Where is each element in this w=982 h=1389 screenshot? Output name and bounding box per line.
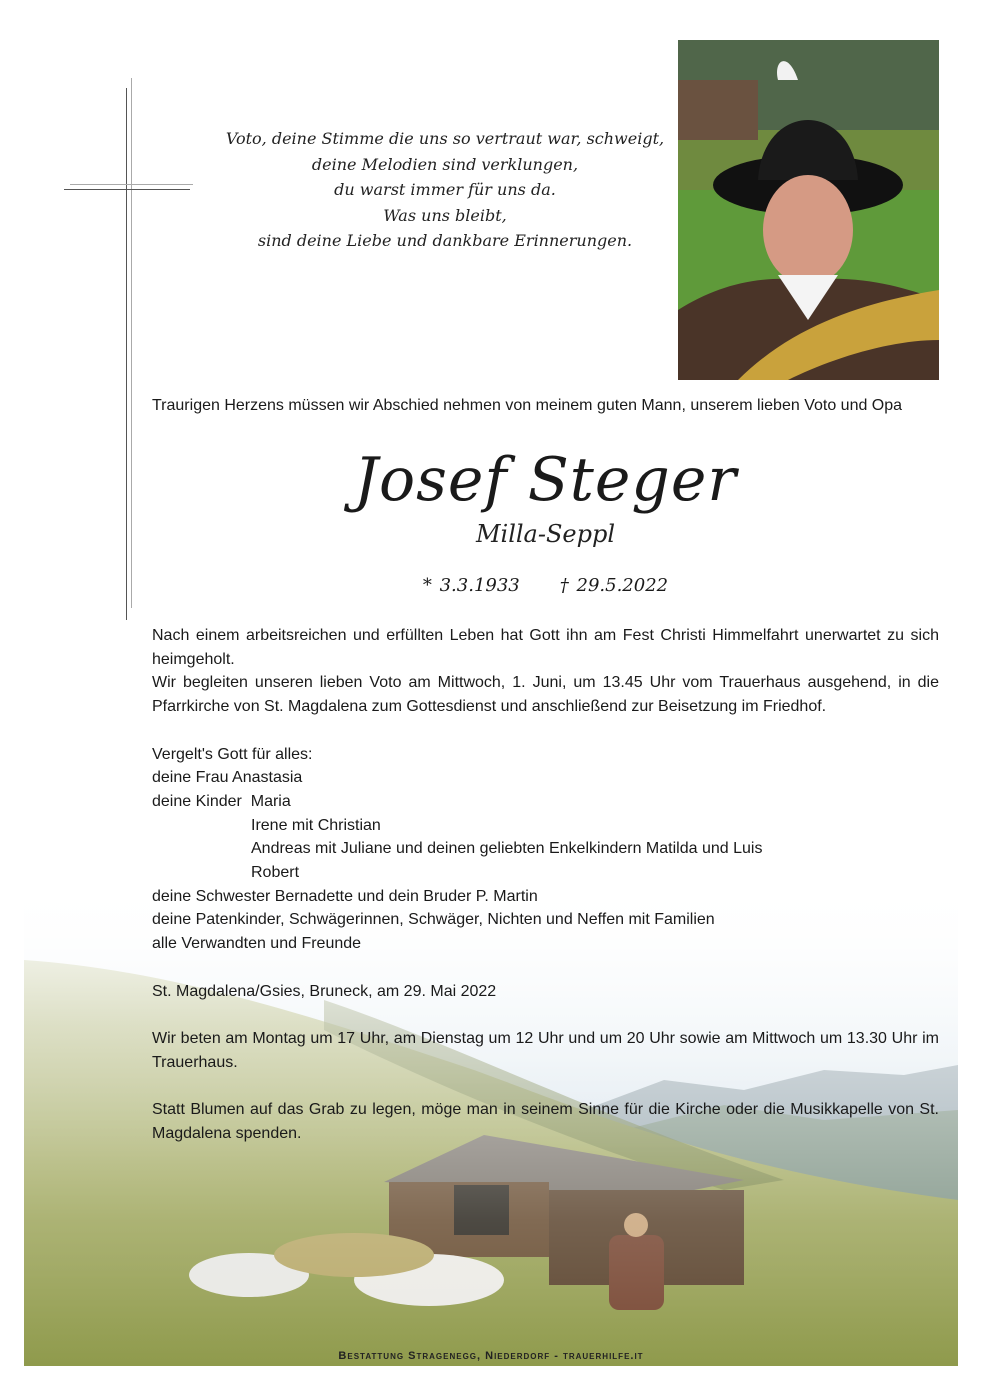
prayer-times: Wir beten am Montag um 17 Uhr, am Dienstag um 12 Uhr und um 20 Uhr sowie am Mittwoch um 13.30 Uhr im Trauerhaus.	[152, 1029, 939, 1071]
cross-icon	[126, 88, 127, 620]
paragraph: Nach einem arbeitsreichen und erfüllten Leben hat Gott ihn am Fest Christi Himmelfahrt unerwartet zu sich heimgeholt.	[152, 627, 939, 668]
life-dates	[152, 575, 939, 596]
cross-icon-shadow	[131, 78, 132, 608]
poem	[200, 126, 690, 254]
cross-bar	[64, 189, 190, 190]
child: Maria	[250, 792, 291, 810]
birth-date: * 3.3.1933	[422, 575, 520, 596]
death-date: † 29.5.2022	[559, 575, 669, 596]
thanks-heading: Vergelt's Gott für alles:	[152, 745, 313, 763]
poem-line: du warst immer für uns da.	[334, 180, 556, 199]
poem-line: Voto, deine Stimme die uns so vertraut war, schweigt,	[225, 129, 665, 148]
child: Andreas mit Juliane und deinen geliebten Enkelkindern Matilda und Luis	[251, 840, 763, 858]
flowers-note: Statt Blumen auf das Grab zu legen, möge man in seinem Sinne für die Kirche oder die Musikkapelle von St. Magdalena spenden.	[152, 1101, 939, 1142]
place-date: St. Magdalena/Gsies, Bruneck, am 29. Mai 2022	[152, 982, 497, 1000]
deceased-name: Josef Steger	[353, 445, 738, 515]
notice-body	[152, 624, 939, 1145]
paragraph: Wir begleiten unseren lieben Voto am Mittwoch, 1. Juni, um 13.45 Uhr vom Trauerhaus ausgehend, in die Pfarrkirche von St. Magdalena zum Gottesdienst und anschließend zur Beisetzung im Friedhof.	[152, 674, 939, 716]
mourner: alle Verwandten und Freunde	[152, 935, 362, 953]
nickname: Milla-Seppl	[475, 520, 616, 548]
child: Robert	[251, 864, 300, 882]
mourner: deine Patenkinder, Schwägerinnen, Schwäger, Nichten und Neffen mit Familien	[152, 911, 715, 929]
child: Irene mit Christian	[251, 816, 381, 834]
mourner: deine Frau Anastasia	[152, 769, 303, 787]
intro-text: Traurigen Herzens müssen wir Abschied nehmen von meinem guten Mann, unserem lieben Voto und Opa	[152, 397, 903, 414]
mourner	[152, 790, 939, 814]
children-label: deine Kinder	[152, 792, 242, 810]
poem-line: deine Melodien sind verklungen,	[311, 154, 579, 174]
cross-bar-shadow	[70, 184, 193, 185]
poem-line: Was uns bleibt,	[383, 205, 507, 225]
mourner: deine Schwester Bernadette und dein Bruder P. Martin	[152, 887, 538, 905]
funeral-home-footer: Bestattung Stragenegg, Niederdorf - trauerhilfe.it	[338, 1350, 644, 1362]
poem-line: sind deine Liebe und dankbare Erinnerungen.	[257, 231, 633, 250]
portrait-photo	[678, 40, 939, 380]
